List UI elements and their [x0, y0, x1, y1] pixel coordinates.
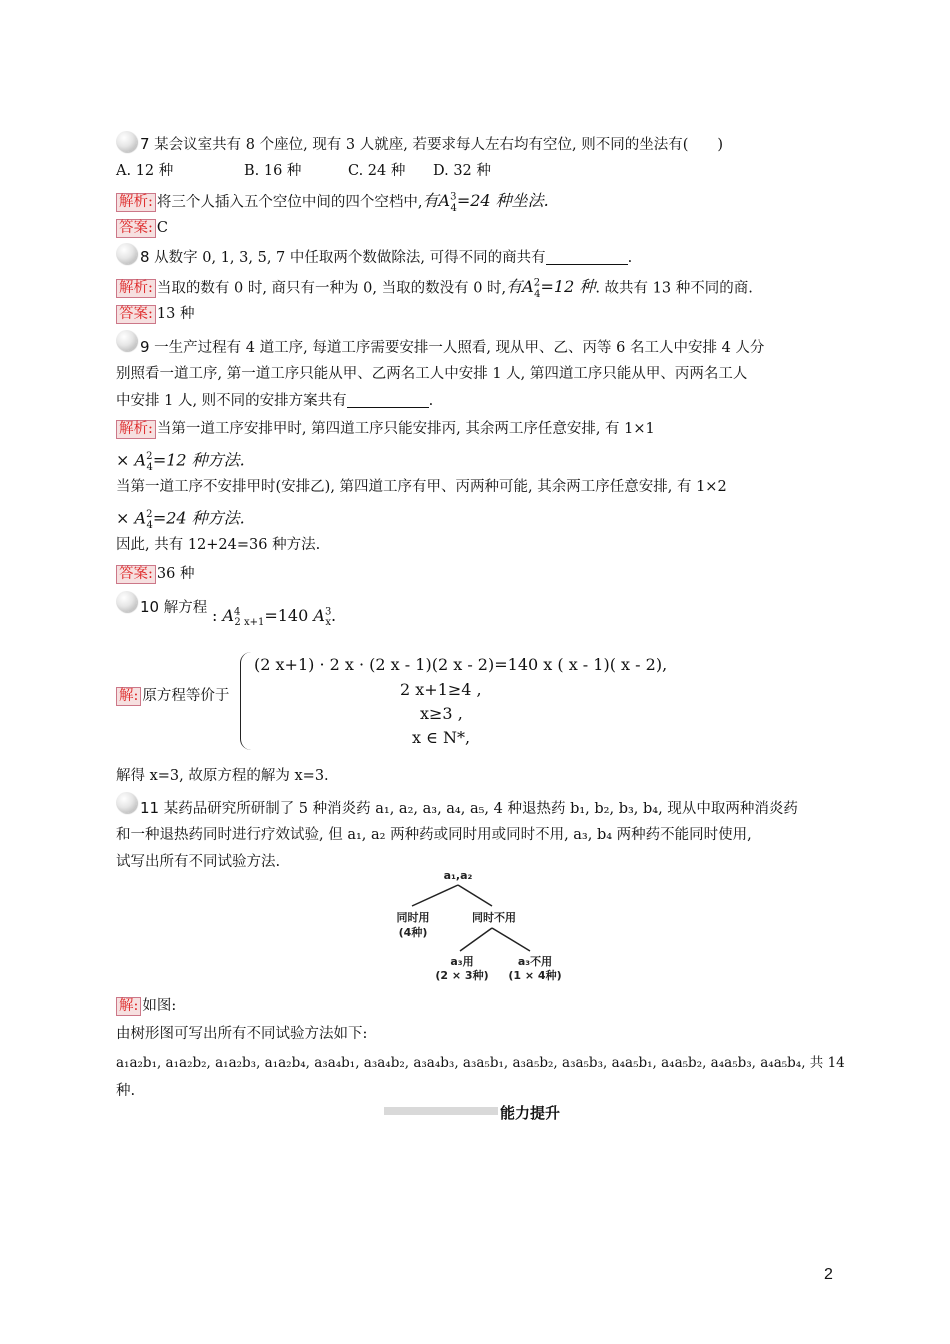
question-7: [140, 134, 723, 155]
analysis-conclusion: 因此, 共有 12+24=36 种方法.: [116, 537, 321, 553]
analysis-tag: 解析:: [116, 193, 156, 212]
question-bullet-icon: [116, 792, 137, 813]
analysis-text: 当第一道工序不安排甲时(安排乙), 第四道工序有甲、丙两种可能, 其余两工序任意安排, 有 1×2: [116, 479, 727, 495]
answer-tag: 答案:: [116, 305, 156, 324]
question-10-solution: [116, 686, 229, 706]
tree-branch: [460, 928, 492, 951]
tree-branch: [492, 928, 530, 951]
question-text: 解方程: [163, 600, 208, 616]
question-bullet-icon: [116, 330, 137, 351]
solution-text: 如图:: [142, 998, 177, 1014]
tree-right-left-count: (2 × 3种): [435, 969, 489, 982]
question-9-line-2: 别照看一道工序, 第一道工序只能从甲、乙两名工人中安排 1 人, 第四道工序只能从甲、丙两名工人: [116, 366, 748, 382]
answer-value: C: [156, 220, 168, 236]
question-bullet-icon: [116, 591, 137, 612]
option-c: C. 24 种: [348, 163, 406, 179]
answer-tag: 答案:: [116, 219, 156, 238]
question-8-analysis: 解析: 当取的数有 0 时, 商只有一种为 0, 当取的数没有 0 时,有$A^2_4=12$ 种. 故共有 13 种不同的商.: [116, 274, 753, 305]
question-number: 9: [140, 338, 150, 356]
question-number: 7: [140, 135, 150, 153]
question-text: 某药品研究所研制了 5 种消炎药 a₁, a₂, a₃, a₄, a₅, 4 种退热药 b₁, b₂, b₃, b₄, 现从中取两种消炎药: [163, 801, 798, 817]
question-10-result: 解得 x=3, 故原方程的解为 x=3.: [116, 768, 329, 784]
answer-blank: [347, 392, 429, 408]
answer-value: 13 种: [156, 306, 195, 322]
section-title: 能力提升: [500, 1104, 561, 1122]
question-text: 一生产过程有 4 道工序, 每道工序需要安排一人照看, 现从甲、乙、丙等 6 名工人中安排 4 人分: [154, 340, 765, 356]
question-8: 8 从数字 0, 1, 3, 5, 7 中任取两个数做除法, 可得不同的商共有 .: [140, 248, 633, 266]
analysis-tag: 解析:: [116, 420, 156, 439]
section-bar: [384, 1107, 498, 1115]
question-number: 10: [140, 598, 160, 616]
question-7-analysis: [116, 188, 549, 219]
question-9-line-3: 中安排 1 人, 则不同的安排方案共有 .: [116, 393, 434, 409]
question-number: 11: [140, 799, 160, 817]
option-b: B. 16 种: [244, 163, 302, 179]
answer-blank: [546, 249, 628, 265]
question-11-solution: [116, 996, 176, 1016]
system-equation-4: x ∈ N*,: [412, 728, 471, 747]
analysis-text: 当第一道工序安排甲时, 第四道工序只能安排丙, 其余两工序任意安排, 有 1×1: [156, 421, 655, 437]
system-equation-2: 2 x+1≥4 ,: [400, 680, 482, 699]
solution-line-4: 种.: [116, 1083, 136, 1099]
analysis-formula: 有$A^3_4=24$ 种坐法.: [422, 191, 549, 214]
question-11-line-2: 和一种退热药同时进行疗效试验, 但 a₁, a₂ 两种药或同时用或同时不用, a₃, b₄ 两种药不能同时使用,: [116, 827, 752, 843]
solution-line-3: a₁a₂b₁, a₁a₂b₂, a₁a₂b₃, a₁a₂b₄, a₃a₄b₁, a₃a₄b₂, a₃a₄b₃, a₃a₅b₁, a₃a₅b₂, a₃a₅b₃, a₄a₅b₁, a₄a₅b₂, a₄a₅b₃, a₄a₅b₄, 共 14: [116, 1055, 845, 1071]
tree-left-count: (4种): [398, 926, 428, 939]
tree-branch: [412, 885, 458, 906]
tree-left: 同时用: [396, 911, 430, 924]
analysis-tag: 解析:: [116, 279, 156, 298]
question-10: [140, 597, 207, 618]
question-11: [140, 798, 798, 819]
page-number: 2: [824, 1266, 833, 1283]
tree-right: 同时不用: [472, 911, 516, 924]
question-11-line-3: 试写出所有不同试验方法.: [116, 854, 281, 870]
tree-root: a₁,a₂: [443, 869, 473, 882]
question-number: 8: [140, 248, 150, 266]
question-8-answer: [116, 304, 194, 324]
analysis-formula: × $A^2_4=12$ 种方法.: [116, 450, 245, 473]
system-equation-1: (2 x+1) · 2 x · (2 x - 1)(2 x - 2)=140 x ( x - 1)( x - 2),: [254, 655, 668, 674]
option-d: D. 32 种: [433, 163, 491, 179]
question-text: 从数字 0, 1, 3, 5, 7 中任取两个数做除法, 可得不同的商共有: [154, 250, 546, 266]
question-9-answer: [116, 564, 194, 584]
question-10-equation: : $A^4_{2 x+1}=140$ $A^3_x$.: [212, 606, 337, 629]
tree-right-right-count: (1 × 4种): [508, 969, 562, 982]
question-bullet-icon: [116, 243, 137, 264]
solution-tag: 解:: [116, 687, 141, 706]
question-bullet-icon: [116, 131, 137, 152]
question-9: [140, 337, 764, 358]
analysis-text: 当取的数有 0 时, 商只有一种为 0, 当取的数没有 0 时,: [156, 280, 507, 297]
tree-branch: [458, 885, 492, 906]
answer-tag: 答案:: [116, 565, 156, 584]
question-7-answer: [116, 218, 168, 238]
question-text: 某会议室共有 8 个座位, 现有 3 人就座, 若要求每人左右均有空位, 则不同的坐法有( ): [154, 137, 724, 153]
analysis-formula: × $A^2_4=24$ 种方法.: [116, 508, 245, 531]
system-equation-3: x≥3 ,: [420, 704, 463, 723]
solution-text: 原方程等价于: [142, 688, 230, 704]
equation-system-brace: [240, 652, 251, 750]
tree-right-right: a₃不用: [517, 955, 553, 968]
solution-tag: 解:: [116, 997, 141, 1016]
analysis-text: 将三个人插入五个空位中间的四个空档中,: [156, 194, 423, 211]
solution-line-2: 由树形图可写出所有不同试验方法如下:: [116, 1026, 368, 1042]
option-a: A. 12 种: [116, 163, 174, 179]
tree-right-left: a₃用: [450, 955, 474, 968]
analysis-formula: 有$A^2_4=12$ 种: [506, 277, 596, 300]
answer-value: 36 种: [156, 566, 195, 582]
question-9-analysis: [116, 419, 655, 439]
